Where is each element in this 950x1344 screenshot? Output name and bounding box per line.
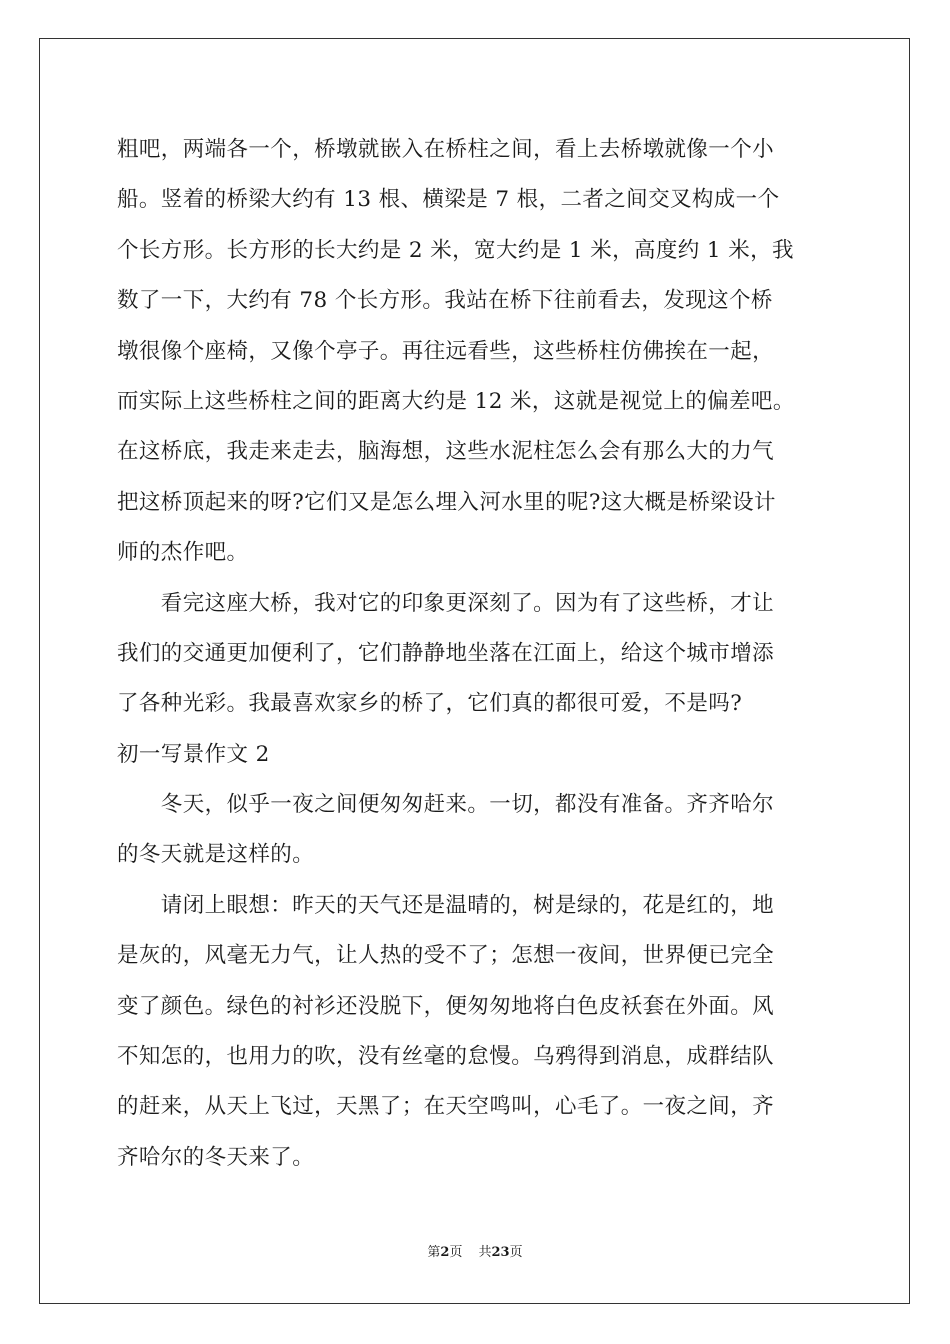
section-heading: 初一写景作文 2 <box>117 741 270 767</box>
text-line: 船。竖着的桥梁大约有 13 根、横梁是 7 根，二者之间交叉构成一个 <box>117 187 780 213</box>
text-line: 不知怎的，也用力的吹，没有丝毫的怠慢。乌鸦得到消息，成群结队 <box>117 1044 775 1070</box>
text-line: 个长方形。长方形的长大约是 2 米，宽大约是 1 米，高度约 1 米，我 <box>117 237 794 263</box>
text-line: 墩很像个座椅，又像个亭子。再往远看些，这些桥柱仿佛挨在一起， <box>117 338 775 364</box>
text-line: 请闭上眼想：昨天的天气还是温晴的，树是绿的，花是红的，地 <box>117 892 775 918</box>
text-line: 而实际上这些桥柱之间的距离大约是 12 米，这就是视觉上的偏差吧。 <box>117 388 795 414</box>
text-line: 齐哈尔的冬天来了。 <box>117 1144 315 1170</box>
page-suffix: 页 <box>449 1245 463 1260</box>
total-suffix: 页 <box>509 1245 523 1260</box>
text-line: 在这桥底，我走来走去，脑海想，这些水泥柱怎么会有那么大的力气 <box>117 439 775 465</box>
page-prefix: 第 <box>427 1245 441 1260</box>
text-line: 冬天，似乎一夜之间便匆匆赶来。一切，都没有准备。齐齐哈尔 <box>117 792 775 818</box>
text-line: 是灰的，风毫无力气，让人热的受不了；怎想一夜间，世界便已完全 <box>117 943 775 969</box>
text-line: 的赶来，从天上飞过，天黑了；在天空鸣叫，心毛了。一夜之间，齐 <box>117 1094 775 1120</box>
page-footer <box>0 1245 950 1261</box>
text-line: 我们的交通更加便利了，它们静静地坐落在江面上，给这个城市增添 <box>117 640 775 666</box>
text-line: 了各种光彩。我最喜欢家乡的桥了，它们真的都很可爱，不是吗? <box>117 691 743 717</box>
total-pages: 23 <box>491 1245 510 1260</box>
document-body <box>117 125 837 1183</box>
text-line: 看完这座大桥，我对它的印象更深刻了。因为有了这些桥，才让 <box>117 590 775 616</box>
text-line: 粗吧，两端各一个，桥墩就嵌入在桥柱之间，看上去桥墩就像一个小 <box>117 137 775 162</box>
text-line: 的冬天就是这样的。 <box>117 842 315 868</box>
total-prefix: 共 <box>478 1245 492 1260</box>
text-line: 数了一下，大约有 78 个长方形。我站在桥下往前看去，发现这个桥 <box>117 288 773 314</box>
text-line: 变了颜色。绿色的衬衫还没脱下，便匆匆地将白色皮袄套在外面。风 <box>117 993 775 1019</box>
text-line: 把这桥顶起来的呀?它们又是怎么埋入河水里的呢?这大概是桥梁设计 <box>117 489 776 515</box>
text-line: 师的杰作吧。 <box>117 540 249 566</box>
page-number: 2 <box>440 1245 450 1260</box>
